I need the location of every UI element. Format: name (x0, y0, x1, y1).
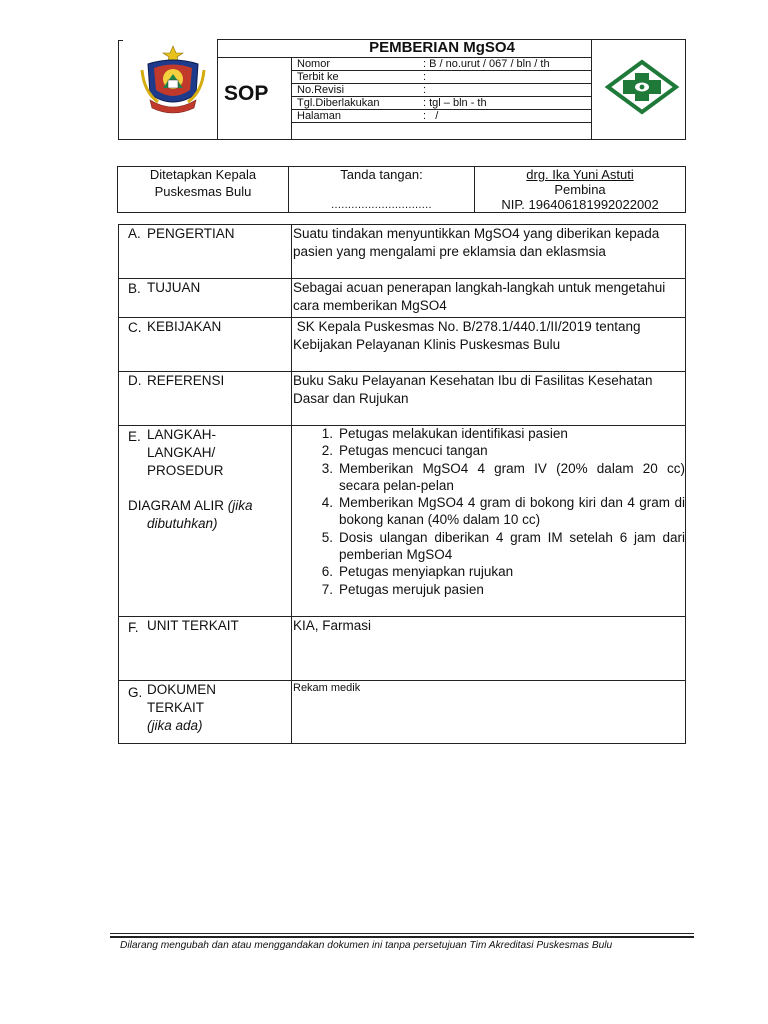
step-item: 7. Petugas merujuk pasien (321, 581, 484, 597)
procedure-steps (313, 425, 685, 598)
sop-label: SOP (224, 82, 269, 105)
section-a-letter: A. (128, 226, 141, 241)
diagram-alir-note: (jika (227, 498, 253, 513)
section-g-letter: G. (128, 685, 143, 700)
section-a-label: PENGERTIAN (147, 226, 235, 241)
footer-rule-bottom (110, 936, 694, 938)
set-by-text: Ditetapkan Kepala Puskesmas Bulu (149, 167, 257, 199)
section-g-label-line1: DOKUMEN (147, 682, 217, 697)
signature-label: Tanda tangan: (340, 167, 423, 182)
section-c-text: SK Kepala Puskesmas No. B/278.1/440.1/II/2019 tentang Kebijakan Pelayanan Klinis Puskesmas Bulu (293, 319, 645, 352)
official-name: drg. Ika Yuni Astuti (526, 167, 634, 182)
meta-value-halaman: : / (423, 110, 439, 122)
section-e-label-line3: PROSEDUR (147, 463, 224, 478)
section-f-label: UNIT TERKAIT (147, 618, 239, 633)
section-g-note: (jika ada) (147, 718, 203, 733)
diagram-alir-text: DIAGRAM ALIR (128, 498, 225, 513)
meta-value-revisi: : (423, 84, 427, 96)
section-b-letter: B. (128, 281, 141, 296)
diagram-alir-label (128, 497, 253, 515)
section-a-text: Suatu tindakan menyuntikkan MgSO4 yang diberikan kepada pasien yang mengalami pre eklamsia dan eklasmsia (293, 226, 660, 259)
meta-value-tgl: : tgl – bln - th (423, 97, 487, 109)
section-d-letter: D. (128, 373, 142, 388)
meta-label-tgl: Tgl.Diberlakukan (297, 97, 380, 109)
section-c-letter: C. (128, 320, 142, 335)
section-d-label: REFERENSI (147, 373, 225, 388)
section-g-label-line2: TERKAIT (147, 700, 205, 715)
section-c-label: KEBIJAKAN (147, 319, 222, 334)
step-item: 2. Petugas mencuci tangan (321, 443, 488, 459)
puskesmas-cross-logo (604, 58, 680, 116)
meta-label-halaman: Halaman (297, 110, 342, 122)
section-b-text: Sebagai acuan penerapan langkah-langkah untuk mengetahui cara memberikan MgSO4 (293, 280, 666, 313)
regional-emblem-logo (138, 44, 208, 116)
section-f-letter: F. (128, 620, 139, 635)
document-title: PEMBERIAN MgSO4 (369, 39, 515, 56)
official-rank: Pembina (554, 182, 606, 197)
official-nip: NIP. 196406181992022002 (501, 197, 659, 212)
meta-label-revisi: No.Revisi (297, 84, 345, 96)
section-g-text: Rekam medik (293, 682, 361, 694)
section-e-letter: E. (128, 429, 141, 444)
section-b-label: TUJUAN (147, 280, 201, 295)
meta-label-nomor: Nomor (297, 58, 331, 70)
footer-rule-top (110, 933, 694, 934)
section-d-text: Buku Saku Pelayanan Kesehatan Ibu di Fasilitas Kesehatan Dasar dan Rujukan (293, 373, 653, 406)
step-item: 3. Memberikan MgSO4 4 gram IV (20% dalam 20 cc) secara pelan-pelan (321, 460, 685, 493)
step-item: 6. Petugas menyiapkan rujukan (321, 564, 514, 580)
step-item: 5. Dosis ulangan diberikan 4 gram IM setelah 6 jam dari pemberian MgSO4 (321, 529, 685, 563)
meta-label-terbit: Terbit ke (297, 71, 339, 83)
section-e-label-line2: LANGKAH/ (147, 445, 216, 460)
step-item: 1. Petugas melakukan identifikasi pasien (321, 426, 568, 441)
step-item: 4. Memberikan MgSO4 4 gram di bokong kiri dan 4 gram di bokong kanan (40% dalam 10 cc) (321, 495, 685, 528)
section-f-text: KIA, Farmasi (293, 618, 372, 633)
section-e-label-line1: LANGKAH- (147, 427, 217, 442)
footer-notice: Dilarang mengubah dan atau menggandakan dokumen ini tanpa persetujuan Tim Akreditasi Puskesmas Bulu (120, 940, 613, 951)
diagram-alir-note-line2: dibutuhkan) (147, 516, 218, 531)
signature-line: .............................. (331, 199, 432, 211)
meta-value-terbit: : (423, 71, 427, 83)
meta-value-nomor: : B / no.urut / 067 / bln / th (423, 58, 550, 70)
